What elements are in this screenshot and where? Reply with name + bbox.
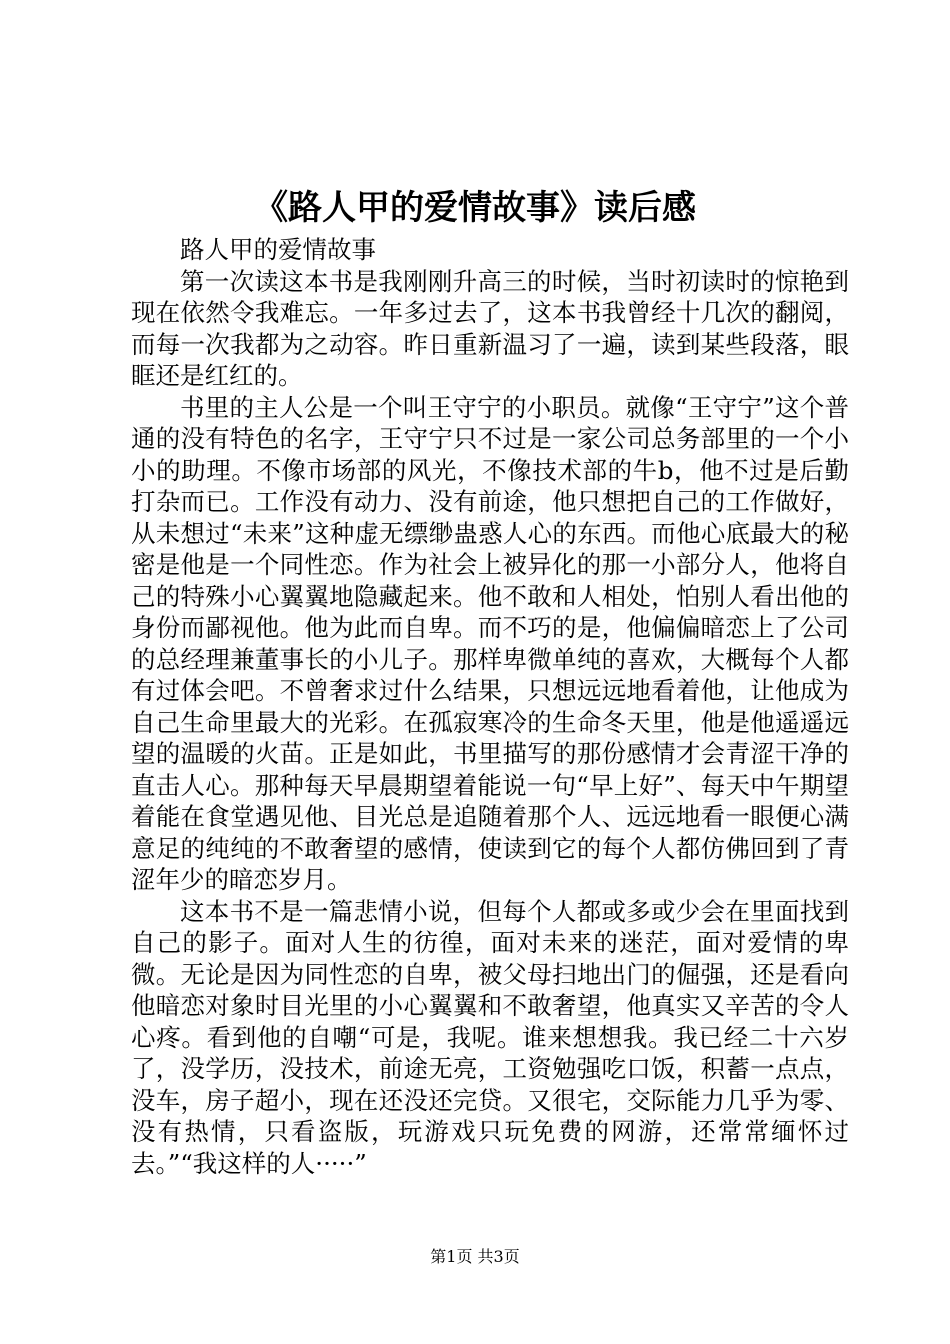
- document-title: 《路人甲的爱情故事》读后感: [254, 188, 696, 228]
- document-body: [131, 234, 849, 1179]
- page-footer: 第1页 共3页: [430, 1247, 520, 1266]
- paragraph: 这本书不是一篇悲情小说，但每个人都或多或少会在里面找到自己的影子。面对人生的彷徨，面对未来的迷茫，面对爱情的卑微。无论是因为同性恋的自卑，被父母扫地出门的倔强，还是看向他暗恋对象时目光里的小心翼翼和不敢奢望，他真实又辛苦的令人心疼。看到他的自嘲“可是，我呢。谁来想想我。我已经二十六岁了，没学历，没技术，前途无亮，工资勉强吃口饭，积蓄一点点，没车，房子超小，现在还没还完贷。又很宅，交际能力几乎为零、没有热情，只看盗版，玩游戏只玩免费的网游，还常常缅怀过去。”“我这样的人·····”: [131, 896, 849, 1178]
- paragraph: 第一次读这本书是我刚刚升高三的时候，当时初读时的惊艳到现在依然令我难忘。一年多过去了，这本书我曾经十几次的翻阅，而每一次我都为之动容。昨日重新温习了一遍，读到某些段落，眼眶还是红红的。: [131, 266, 849, 390]
- paragraph-subtitle: 路人甲的爱情故事: [180, 235, 376, 264]
- paragraph: 书里的主人公是一个叫王守宁的小职员。就像“王守宁”这个普通的没有特色的名字，王守宁只不过是一家公司总务部里的一个小小的助理。不像市场部的风光，不像技术部的牛b，他不过是后勤打杂而已。工作没有动力、没有前途，他只想把自己的工作做好，从未想过“未来”这种虚无缥缈蛊惑人心的东西。而他心底最大的秘密是他是一个同性恋。作为社会上被异化的那一小部分人，他将自己的特殊小心翼翼地隐藏起来。他不敢和人相处，怕别人看出他的身份而鄙视他。他为此而自卑。而不巧的是，他偏偏暗恋上了公司的总经理兼董事长的小儿子。那样卑微单纯的喜欢，大概每个人都有过体会吧。不曾奢求过什么结果，只想远远地看着他，让他成为自己生命里最大的光彩。在孤寂寒冷的生命冬天里，他是他遥遥远望的温暖的火苗。正是如此，书里描写的那份感情才会青涩干净的直击人心。那种每天早晨期望着能说一句“早上好”、每天中午期望着能在食堂遇见他、目光总是追随着那个人、远远地看一眼便心满意足的纯纯的不敢奢望的感情，使读到它的每个人都仿佛回到了青涩年少的暗恋岁月。: [131, 392, 849, 894]
